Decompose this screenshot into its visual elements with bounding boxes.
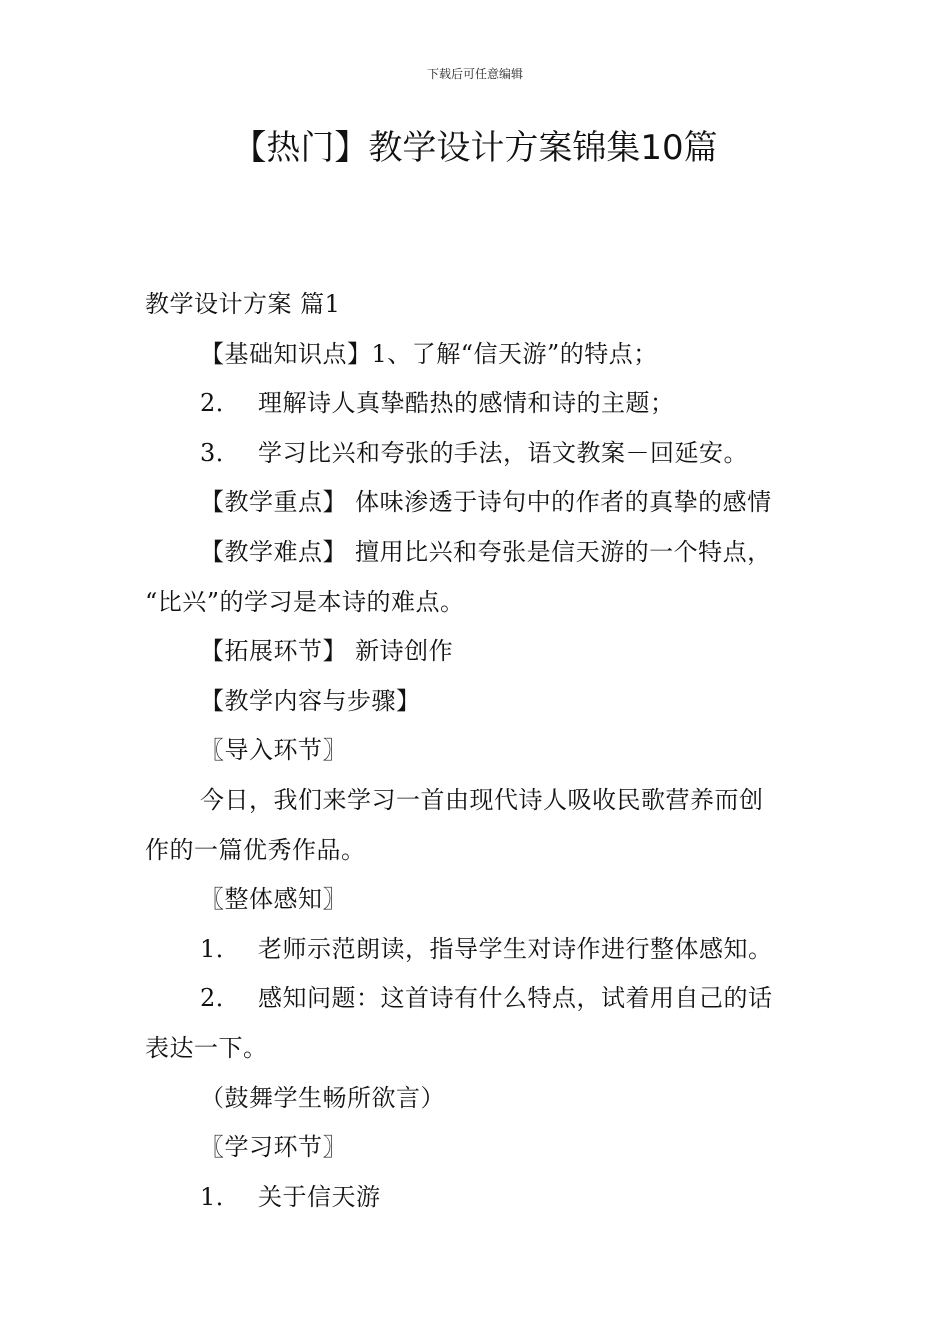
section-heading: 教学设计方案 篇1 (145, 290, 341, 318)
paragraph-difficulty-continued: “比兴”的学习是本诗的难点。 (145, 587, 465, 616)
subheading-learning: 〖学习环节〗 (200, 1133, 347, 1162)
header-note: 下载后可任意编辑 (426, 67, 523, 81)
list-text: 理解诗人真挚酷热的感情和诗的主题； (258, 389, 675, 418)
list-item-2b (145, 974, 810, 1024)
paragraph-introduction: 今日，我们来学习一首由现代诗人吸收民歌营养而创 (200, 785, 764, 814)
list-text: 感知问题：这首诗有什么特点，试着用自己的话 (258, 984, 773, 1013)
list-number: 1． (200, 1182, 241, 1211)
list-item-1 (145, 925, 810, 975)
document-body (145, 280, 810, 1222)
list-number: 2． (200, 389, 241, 418)
list-number: 3． (200, 438, 241, 467)
list-text: 老师示范朗读，指导学生对诗作进行整体感知。 (258, 934, 773, 963)
list-number: 2． (200, 984, 241, 1013)
list-text: 关于信天游 (258, 1182, 381, 1211)
paragraph-key-point: 【教学重点】 体味渗透于诗句中的作者的真挚的感情 (200, 488, 772, 517)
subheading-overall-perception: 〖整体感知〗 (200, 885, 347, 914)
subheading-introduction: 〖导入环节〗 (200, 736, 347, 765)
paragraph-basic-knowledge: 【基础知识点】1、了解“信天游”的特点； (200, 339, 658, 368)
paragraph-encourage: （鼓舞学生畅所欲言） (200, 1083, 445, 1112)
list-item-2 (145, 379, 810, 429)
list-text: 学习比兴和夸张的手法，语文教案－回延安。 (258, 438, 748, 467)
paragraph-introduction-continued: 作的一篇优秀作品。 (145, 835, 366, 864)
paragraph-difficulty: 【教学难点】 擅用比兴和夸张是信天游的一个特点， (200, 537, 772, 566)
list-item-3 (145, 429, 810, 479)
list-item-2b-continued: 表达一下。 (145, 1033, 268, 1062)
paragraph-content-steps: 【教学内容与步骤】 (200, 686, 421, 715)
paragraph-extension: 【拓展环节】 新诗创作 (200, 637, 454, 666)
list-number: 1． (200, 934, 241, 963)
list-item-1b (145, 1173, 810, 1223)
document-title: 【热门】教学设计方案锦集10篇 (232, 128, 718, 168)
